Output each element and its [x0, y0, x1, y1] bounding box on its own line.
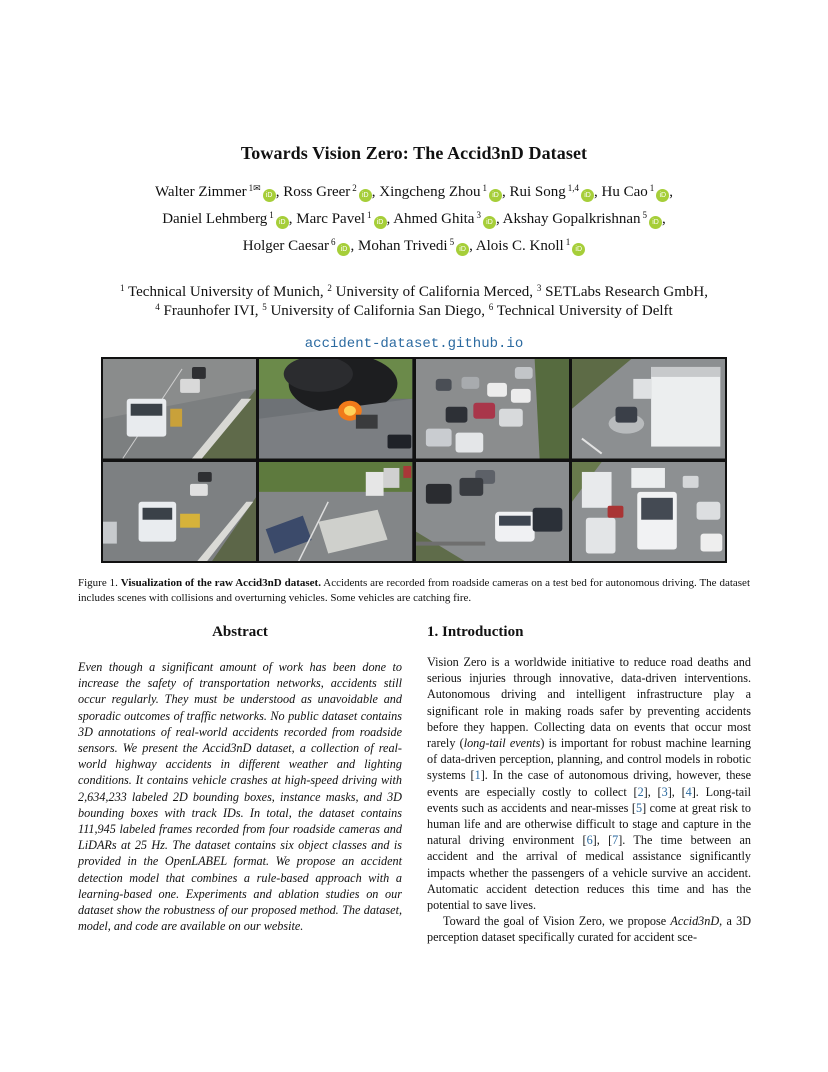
author: [510, 184, 595, 200]
author-affiliation-number: 1: [565, 237, 571, 247]
introduction-heading: 1. Introduction: [427, 624, 524, 640]
orcid-icon[interactable]: iD: [276, 216, 289, 229]
affiliation-name: SETLabs Research GmbH,: [545, 284, 708, 300]
author: [296, 211, 386, 227]
author-name: Rui Song: [509, 184, 566, 200]
orcid-icon[interactable]: iD: [337, 243, 350, 256]
orcid-icon[interactable]: iD: [263, 189, 276, 202]
author: [602, 184, 670, 200]
author-name: Akshay Gopalkrishnan: [502, 211, 641, 227]
figure-panel-bus-traffic: [572, 462, 725, 562]
author-affiliation-number: 2: [352, 183, 357, 193]
author: [503, 211, 662, 227]
affiliation-number: 6: [488, 302, 494, 312]
orcid-icon[interactable]: iD: [649, 216, 662, 229]
author-affiliation-number: 5: [642, 210, 648, 220]
author-affiliation-number: 1: [367, 210, 372, 220]
abstract-column: [78, 622, 402, 934]
orcid-icon[interactable]: iD: [656, 189, 669, 202]
author-line-3: Holger Caesar $^6$iD , Mohan Trivedi $^5$iD , Alois C. Knoll $^1$iD: [90, 232, 738, 256]
author-line-1: Walter Zimmer $^{1✉}$iD , Ross Greer $^2$iD , Xingcheng Zhou $^1$iD , Rui Song $^{1,4}$iD , Hu Cao $^1$iD ,: [154, 183, 674, 200]
intro-paragraph-1: Vision Zero is a worldwide initiative to reduce road deaths and serious injuries through innovative, data-driven interventions. Autonomous driving and intelligent infrastructure play a significant role in making roads safer by preventing accidents before they happen. Collecting data on events that occur most rarely (long-tail events) is important for robust machine learning of data-driven perception, planning, and control models in robotic systems [1]. In the case of autonomous driving, however, these events are especially costly to collect [2], [3], [4]. Long-tail events such as accidents and near-misses [5] come at great risk to human life and are otherwise difficult to stage and capture in the natural driving environment [6], [7]. The time between an accident and the arrival of medical assistance significantly impacts whether the passengers of a vehicle survive an accident. Automatic accident detection reduces this time and has the potential to save lives.: [427, 655, 752, 913]
citation-link[interactable]: 6: [586, 833, 593, 848]
author-name: Ross Greer: [283, 184, 351, 200]
citation-link[interactable]: 7: [612, 833, 619, 848]
figure-panel-overturned-car: [259, 462, 412, 562]
introduction-body: [427, 654, 751, 946]
orcid-icon[interactable]: iD: [359, 189, 372, 202]
author: [379, 184, 502, 200]
affiliation-number: 1: [120, 283, 125, 293]
figure-panel-congestion: [416, 359, 569, 459]
introduction-column: [427, 622, 751, 946]
caption-text: Accidents are recorded from roadside cameras on a test bed for autonomous driving. The dataset includes scenes with collisions and overturning vehicles. Some vehicles are catching fire.: [78, 577, 750, 604]
orcid-icon[interactable]: iD: [374, 216, 387, 229]
author-name: Mohan Trivedi: [357, 238, 448, 254]
citation-link[interactable]: 2: [637, 784, 644, 799]
teaser-figure: [101, 357, 727, 563]
mail-icon: ✉: [253, 183, 261, 193]
author: [393, 211, 496, 227]
project-url[interactable]: accident-dataset.github.io: [304, 336, 524, 352]
orcid-icon[interactable]: iD: [456, 243, 469, 256]
citation-link[interactable]: 3: [661, 784, 668, 799]
author: [358, 238, 469, 254]
affiliation-number: 2: [327, 283, 332, 293]
paper-title: Towards Vision Zero: The Accid3nD Dataset: [240, 143, 588, 163]
author-affiliation-number: 6: [330, 237, 336, 247]
author-name: Xingcheng Zhou: [379, 184, 481, 200]
affiliation-name: University of California Merced,: [335, 284, 534, 300]
author-name: Holger Caesar: [242, 238, 329, 254]
author-name: Hu Cao: [601, 184, 648, 200]
figure-panel-truck-collision: [572, 359, 725, 459]
figure-panel-highway-van-2: [103, 462, 256, 562]
orcid-icon[interactable]: iD: [483, 216, 496, 229]
affiliation-name: Technical University of Delft: [496, 303, 673, 319]
intro-emphasis: long-tail events: [463, 736, 541, 751]
author-affiliation-number: 3: [476, 210, 481, 220]
author: [155, 184, 276, 200]
citation-link[interactable]: 4: [685, 784, 692, 799]
orcid-icon[interactable]: iD: [581, 189, 594, 202]
author-affiliation-number: 1: [269, 210, 274, 220]
author-name: Walter Zimmer: [154, 184, 247, 200]
caption-bold: Visualization of the raw Accid3nD dataset.: [120, 577, 321, 589]
author-name: Alois C. Knoll: [475, 238, 564, 254]
affiliation-name: Technical University of Munich,: [128, 284, 324, 300]
affiliation-number: 3: [536, 283, 542, 293]
affiliation-name: University of California San Diego,: [270, 303, 486, 319]
author-affiliation-number: 1: [248, 183, 254, 193]
author-name: Daniel Lehmberg: [162, 211, 268, 227]
figure-panel-highway-van: [103, 359, 256, 459]
intro-emphasis: Accid3nD: [670, 914, 720, 929]
affiliation-number: 5: [262, 302, 267, 312]
author-name: Marc Pavel: [296, 211, 366, 227]
abstract-heading: Abstract: [212, 624, 268, 640]
affiliation-number: 4: [155, 302, 160, 312]
author-line-2: Daniel Lehmberg $^1$iD , Marc Pavel $^1$iD , Ahmed Ghita $^3$iD , Akshay Gopalkrishnan $^5$iD ,: [162, 210, 666, 227]
affiliations-line-2: [60, 297, 768, 322]
author: [243, 238, 351, 254]
author: [476, 238, 585, 254]
author-affiliation-number: 1: [482, 183, 487, 193]
abstract-text: Even though a significant amount of work has been done to increase the safety of transportation networks, accidents still occur regularly. They must be understood as unavoidable and sporadic outcomes of traffic networks. No public dataset contains 3D annotations of real-world accidents recorded from roadside sensors. We present the Accid3nD dataset, a collection of real-world highway accidents in different weather and lighting conditions. It contains vehicle crashes at high-speed driving with 2,634,233 labeled 2D bounding boxes, instance masks, and 3D bounding boxes with track IDs. In total, the dataset contains 111,945 labeled frames recorded from four roadside cameras and LiDARs at 25 Hz. The dataset contains six object classes and is provided in the OpenLABEL format. We propose an accident detection model that combines a rule-based approach with a learning-based one. Experiments and ablation studies on our dataset show the robustness of our proposed method. The dataset, model, and code are available on our website.: [78, 660, 402, 934]
intro-paragraph-2: Toward the goal of Vision Zero, we propose Accid3nD, a 3D perception dataset specifically curated for accident sce-: [427, 914, 751, 945]
caption-label: Figure 1.: [78, 577, 118, 589]
figure-panel-rear-end: [416, 462, 569, 562]
figure-panel-car-fire: [259, 359, 412, 459]
figure-caption: [78, 576, 750, 606]
author-affiliation-number: 1,4: [567, 183, 580, 193]
author-affiliation-number: 5: [449, 237, 455, 247]
orcid-icon[interactable]: iD: [572, 243, 585, 256]
affiliation-name: Fraunhofer IVI,: [163, 303, 259, 319]
author: [162, 211, 289, 227]
orcid-icon[interactable]: iD: [489, 189, 502, 202]
author: [283, 184, 372, 200]
citation-link[interactable]: 1: [474, 768, 481, 783]
citation-link[interactable]: 5: [635, 800, 643, 815]
author-affiliation-number: 1: [649, 183, 655, 193]
author-name: Ahmed Ghita: [393, 211, 475, 227]
